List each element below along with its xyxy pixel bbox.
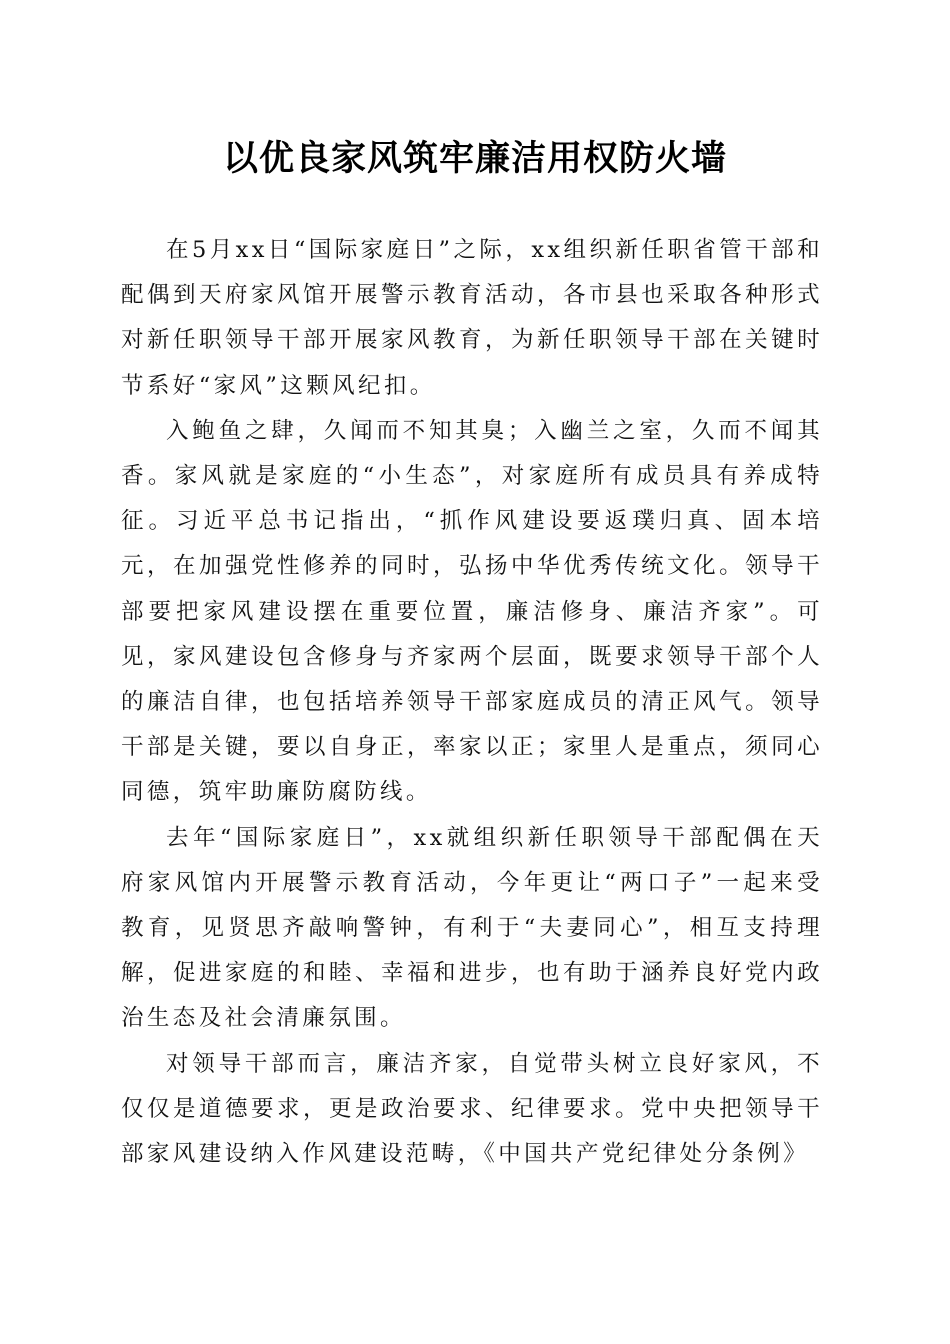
paragraph-2: 入鲍鱼之肆，久闻而不知其臭；入幽兰之室，久而不闻其香。家风就是家庭的“小生态”，对家庭所有成员具有养成特征。习近平总书记指出，“抓作风建设要返璞归真、固本培元，在加强党性修养的同时，弘扬中华优秀传统文化。领导干部要把家风建设摆在重要位置，廉洁修身、廉洁齐家”。可见，家风建设包含修身与齐家两个层面，既要求领导干部个人的廉洁自律，也包括培养领导干部家庭成员的清正风气。领导干部是关键，要以自身正，率家以正；家里人是重点，须同心同德，筑牢助廉防腐防线。: [121, 417, 823, 806]
document-body: [121, 228, 823, 1177]
document-title: 以优良家风筑牢廉洁用权防火墙: [222, 138, 727, 179]
paragraph-3: 去年“国际家庭日”，xx就组织新任职领导干部配偶在天府家风馆内开展警示教育活动，今年更让“两口子”一起来受教育，见贤思齐敲响警钟，有利于“夫妻同心”，相互支持理解，促进家庭的和睦、幸福和进步，也有助于涵养良好党内政治生态及社会清廉氛围。: [121, 824, 823, 1032]
paragraph-1: 在5月xx日“国际家庭日”之际，xx组织新任职省管干部和配偶到天府家风馆开展警示教育活动，各市县也采取各种形式对新任职领导干部开展家风教育，为新任职领导干部在关键时节系好“家风”这颗风纪扣。: [121, 237, 823, 399]
paragraph-4: 对领导干部而言，廉洁齐家，自觉带头树立良好家风，不仅仅是道德要求，更是政治要求、纪律要求。党中央把领导干部家风建设纳入作风建设范畴，《中国共产党纪律处分条例》: [121, 1050, 823, 1168]
